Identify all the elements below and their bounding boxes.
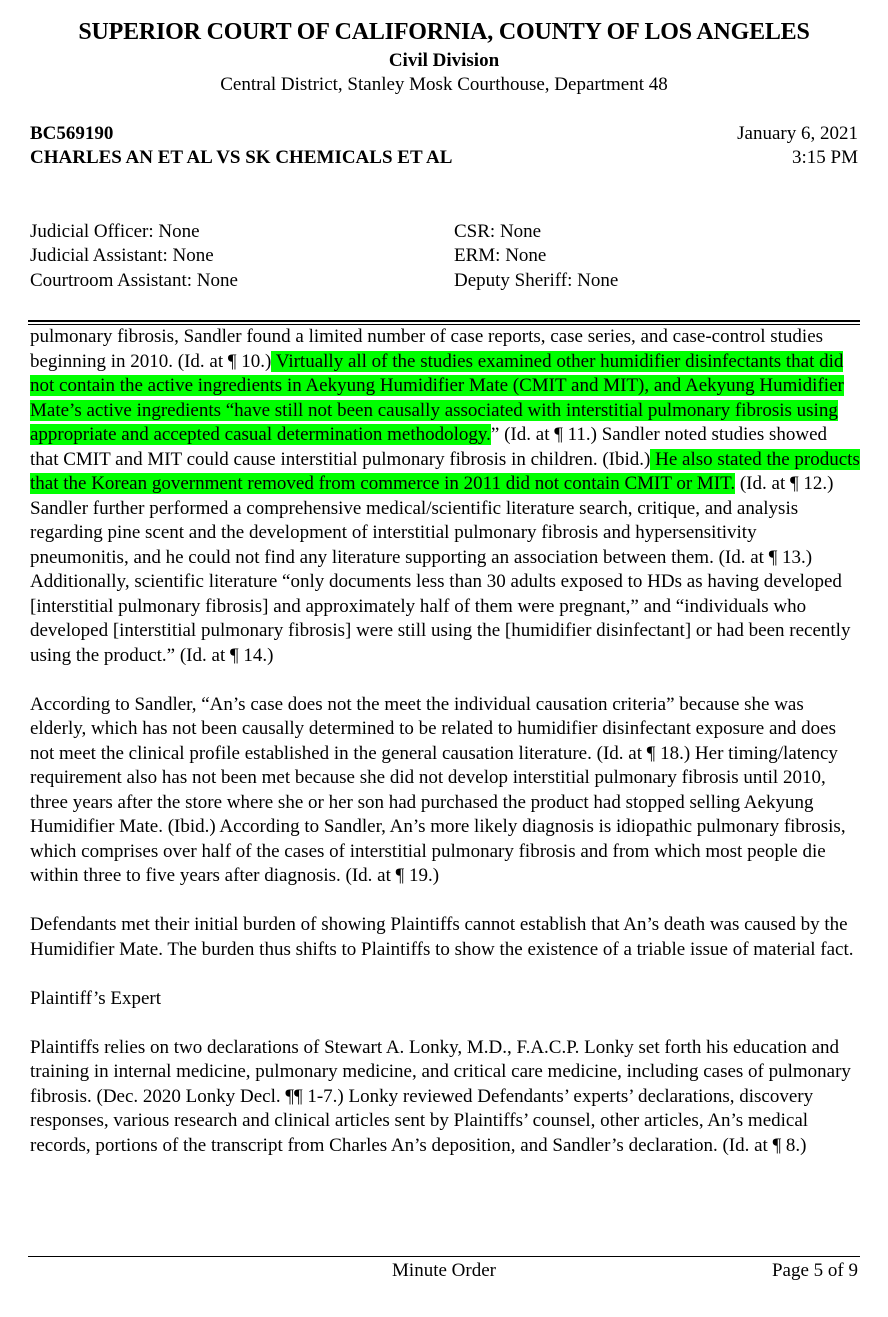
erm: ERM: None — [454, 245, 547, 266]
paragraph-burden: Defendants met their initial burden of showing Plaintiffs cannot establish that An’s death was caused by the Humidifier Mate. The burden thus shifts to Plaintiffs to show the existence of a triable issue of material fact. — [30, 914, 854, 960]
court-name: SUPERIOR COURT OF CALIFORNIA, COUNTY OF LOS ANGELES — [78, 19, 810, 45]
order-date: January 6, 2021 — [737, 123, 858, 144]
district-location: Central District, Stanley Mosk Courthouse, Department 48 — [220, 74, 668, 95]
text-segment: ” (Id. at ¶ 11.) Sandler noted studies showed that CMIT and MIT could cause interstitial pulmonary fibrosis in children. (Ibid.) — [30, 424, 828, 470]
header-divider-thick — [28, 320, 860, 322]
section-heading-plaintiffs-expert: Plaintiff’s Expert — [30, 987, 162, 1009]
case-title: CHARLES AN ET AL VS SK CHEMICALS ET AL — [30, 147, 453, 168]
deputy-sheriff: Deputy Sheriff: None — [454, 270, 619, 291]
courtroom-assistant: Courtroom Assistant: None — [30, 270, 238, 291]
page-number: Page 5 of 9 — [771, 1260, 858, 1281]
text-segment: pulmonary fibrosis, Sandler found a limited number of case reports, case series, and case-control studies beginning in 2010. (Id. at ¶ 10.) — [30, 326, 824, 372]
division-name: Civil Division — [388, 50, 500, 71]
paragraph-causation-criteria: According to Sandler, “An’s case does not the meet the individual causation criteria” because she was elderly, which has not been causally determined to be related to humidifier disinfectant exposure and does not meet the clinical profile established in the general causation literature. (Id. at ¶ 18.) Her timing/latency requirement also has not been met because she did not develop interstitial pulmonary fibrosis until 2010, three years after the store where she or her son had purchased the product had stopped selling Aekyung Humidifier Mate. (Ibid.) According to Sandler, An’s more likely diagnosis is idiopathic pulmonary fibrosis, which comprises over half of the cases of interstitial pulmonary fibrosis and from which most people die within three to five years after diagnosis. (Id. at ¶ 19.) — [30, 693, 846, 886]
footer-title: Minute Order — [392, 1260, 496, 1281]
highlighted-text: He also stated the products that the Korean government removed from commerce in 2011 did not contain CMIT or MIT. — [30, 448, 860, 494]
text-segment: (Id. at ¶ 12.) Sandler further performed a comprehensive medical/scientific literature search, critique, and analysis regarding pine scent and the development of interstitial pulmonary fibrosis and hypersensitivity pneumonitis, and he could not find any literature supporting an association between them. (Id. at ¶ 13.) Additionally, scientific literature “only documents less than 30 adults exposed to HDs as having developed [interstitial pulmonary fibrosis] and approximately half of them were pregnant,” and “individuals who developed [interstitial pulmonary fibrosis] were still using the [humidifier disinfectant] or had been recently using the product.” (Id. at ¶ 14.) — [30, 473, 851, 666]
footer-divider — [28, 1256, 860, 1257]
highlighted-text: Virtually all of the studies examined other humidifier disinfectants that did not contain the active ingredients in Aekyung Humidifier Mate (CMIT and MIT), and Aekyung Humidifier Mate’s active ingredients “have still not been causally associated with interstitial pulmonary fibrosis using appropriate and accepted casual determination methodology. — [30, 350, 844, 445]
order-time: 3:15 PM — [792, 147, 858, 168]
order-body — [30, 325, 860, 1158]
judicial-assistant: Judicial Assistant: None — [30, 245, 214, 266]
csr: CSR: None — [454, 221, 542, 242]
paragraph-lonky-declarations: Plaintiffs relies on two declarations of Stewart A. Lonky, M.D., F.A.C.P. Lonky set forth his education and training in internal medicine, pulmonary medicine, and critical care medicine, including cases of pulmonary fibrosis. (Dec. 2020 Lonky Decl. ¶¶ 1-7.) Lonky reviewed Defendants’ experts’ declarations, discovery responses, various research and clinical articles sent by Plaintiffs’ counsel, other articles, An’s medical records, portions of the transcript from Charles An’s deposition, and Sandler’s declaration. (Id. at ¶ 8.) — [30, 1036, 851, 1156]
judicial-officer: Judicial Officer: None — [30, 221, 200, 242]
paragraph-sandler-studies — [30, 325, 860, 668]
case-number: BC569190 — [30, 123, 114, 144]
